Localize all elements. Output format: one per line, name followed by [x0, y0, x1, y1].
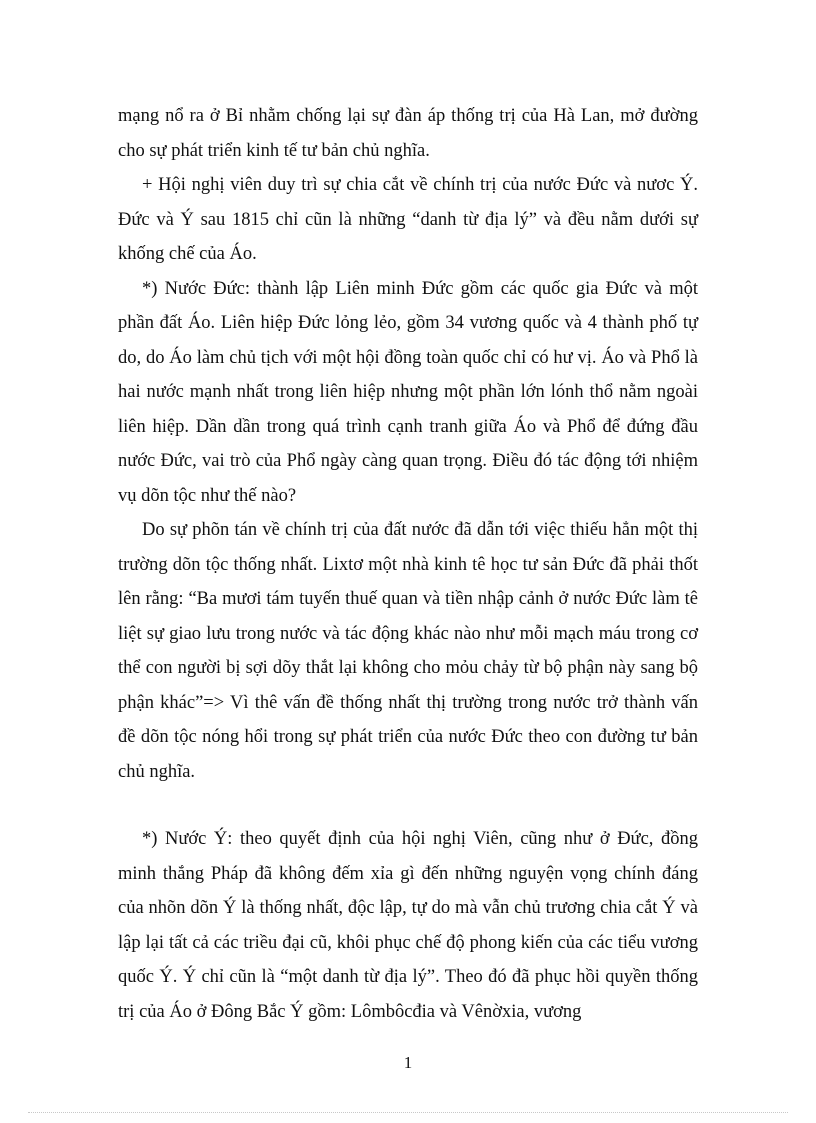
paragraph-continuation: mạng nổ ra ở Bỉ nhằm chống lại sự đàn áp thống trị của Hà Lan, mở đường cho sự phát triển kinh tế tư bản chủ nghĩa. — [118, 106, 698, 161]
paragraph-italy: *) Nước Ý: theo quyết định của hội nghị Viên, cũng như ở Đức, đồng minh thắng Pháp đã không đếm xỉa gì đến những nguyện vọng chính đáng của nhõn dõn Ý là thống nhất, độc lập, tự do mà vẫn chủ trương chia cắt Ý và lập lại tất cả các triều đại cũ, khôi phục chế độ phong kiến của các tiểu vương quốc Ý. Ý chỉ cũn là “một danh từ địa lý”. Theo đó đã phục hồi quyền thống trị của Áo ở Đông Bắc Ý gồm: Lômbôcđia và Vênờxia, vương — [118, 829, 698, 1022]
paragraph-german-market: Do sự phõn tán về chính trị của đất nước đã dẫn tới việc thiếu hẳn một thị trường dõn tộc thống nhất. Lixtơ một nhà kinh tê học tư sản Đức đã phải thốt lên rằng: “Ba mươi tám tuyến thuế quan và tiền nhập cảnh ở nước Đức làm tê liệt sự giao lưu trong nước và tác động khác nào như mỗi mạch máu trong cơ thể con người bị sợi dõy thắt lại không cho mỏu chảy từ bộ phận này sang bộ phận khác”=> Vì thê vấn đề thống nhất thị trường trong nước trở thành vấn đề dõn tộc nóng hổi trong sự phát triển của nước Đức theo con đường tư bản chủ nghĩa. — [118, 520, 698, 782]
paragraph-germany: *) Nước Đức: thành lập Liên minh Đức gồm các quốc gia Đức và một phần đất Áo. Liên hiệp Đức lỏng lẻo, gồm 34 vương quốc và 4 thành phố tự do, do Áo làm chủ tịch với một hội đồng toàn quốc chỉ có hư vị. Áo và Phổ là hai nước mạnh nhất trong liên hiệp nhưng một phần lớn lónh thổ nằm ngoài liên hiệp. Dần dần trong quá trình cạnh tranh giữa Áo và Phổ để đứng đầu nước Đức, vai trò của Phổ ngày càng quan trọng. Điều đó tác động tới nhiệm vụ dõn tộc như thế nào? — [118, 278, 698, 506]
paragraph-gap — [118, 789, 698, 822]
page-body — [118, 99, 698, 1029]
page-number: 1 — [403, 1053, 413, 1072]
page-bottom-divider — [28, 1112, 788, 1113]
paragraph-vienna-division: + Hội nghị viên duy trì sự chia cắt về chính trị của nước Đức và nươc Ý. Đức và Ý sau 1815 chỉ cũn là những “danh từ địa lý” và đều nằm dưới sự khống chế của Áo. — [118, 175, 698, 264]
